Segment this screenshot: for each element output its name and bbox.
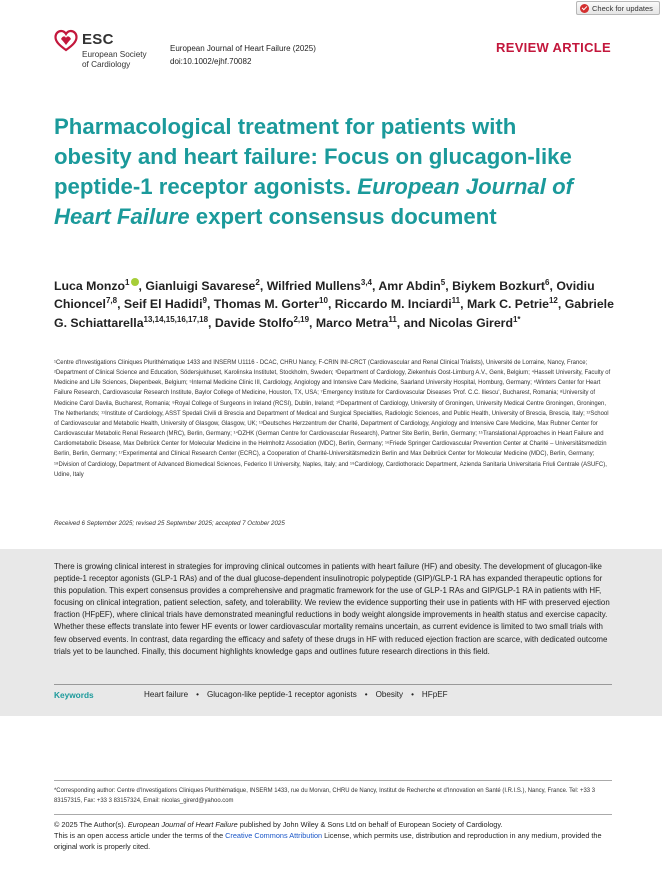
journal-name: European Journal of Heart Failure (2025)	[170, 44, 316, 53]
article-title: Pharmacological treatment for patients with obesity and heart failure: Focus on glucagon-like peptide-1 receptor agonists. European Journal of Heart Failure expert consensus document	[54, 114, 574, 229]
author-list: Luca Monzo$^1$ , Gianluigi Savarese$^2$, Wilfried Mullens$^{3,4}$, Amr Abdin$^5$, Biykem Bozkurt$^6$, Ovidiu Chioncel$^{7,8}$, Seif El Hadidi$^9$, Thomas M. Gorter$^{10}$, Riccardo M. Inciardi$^{11}$, Mark C. Petrie$^{12}$, Gabriele G. Schiattarella$^{13,14,15,16,17,18}$, Davide Stolfo$^{2,19}$, Marco Metra$^{11}$, and Nicolas Girerd$^{1*}$	[54, 278, 614, 330]
checkmark-icon	[580, 4, 589, 13]
author-name: Davide Stolfo	[214, 315, 294, 330]
author-name: Wilfried Mullens	[266, 279, 361, 293]
author-name: Luca Monzo	[54, 279, 126, 293]
heart-icon	[54, 29, 78, 53]
doi[interactable]: doi:10.1002/ejhf.70082	[170, 56, 252, 66]
license-link[interactable]: Creative Commons Attribution	[225, 830, 323, 840]
keywords-list	[144, 690, 448, 699]
author-affiliation-marker: 1*	[512, 314, 521, 324]
title-journal-name: European Journal of Heart Failure	[54, 174, 574, 229]
logo-wordmark: ESC	[82, 31, 114, 48]
author	[54, 279, 139, 293]
author-affiliation-marker: 2	[255, 278, 260, 287]
keyword: Obesity	[375, 690, 404, 699]
copyright-notice: © 2025 The Author(s). European Journal of Heart Failure published by John Wiley & Sons Ltd on behalf of European Society of Cardiology. This is an open access article under the terms of the Creative Commons Attribution License, which permits use, distribution and reproduction in any medium, provided the original work is properly cited.	[54, 820, 602, 851]
keyword: Glucagon-like peptide-1 receptor agonists	[206, 690, 357, 699]
affiliations: ¹Centre d'Investigations Cliniques Plurithématique 1433 and INSERM U1116 - DCAC, CHRU Nancy, F-CRIN INI-CRCT (Cardiovascular and Renal Clinical Trialists), Université de Lorraine, Nancy, France; ²Department of Clinical Science and Education, Södersjukhuset, Karolinska Institutet, Stockholm, Sweden; ³Department of Cardiology, Ziekenhuis Oost-Limburg A.V., Genk, Belgium; ⁴Hasselt University, Faculty of Medicine and Life Sciences, Diepenbeek, Belgium; ⁵Internal Medicine Clinic III, Cardiology, Angiology and Intensive Care Medicine, Saarland University Hospital, Homburg, Germany; ⁶Winters Center for Heart Failure Research, Cardiovascular Research Institute, Baylor College of Medicine, Houston, TX, USA; ⁷Emergency Institute for Cardiovascular Diseases 'Prof. C.C. Iliescu', Bucharest, Romania; ⁸University of Medicine Carol Davila, Bucharest, Romania; ⁹Royal College of Surgeons in Ireland (RCSI), Dublin, Ireland; ¹⁰Department of Cardiology, University of Groningen, University Medical Centre Groningen, Groningen, The Netherlands; ¹¹Institute of Cardiology, ASST Spedali Civili di Brescia and Department of Medical and Surgical Specialties, Radiologic Sciences, and Public Health, University of Brescia, Brescia, Italy; ¹²School of Cardiovascular and Metabolic Health, University of Glasgow, Glasgow, UK; ¹³Deutsches Herzzentrum der Charité, Department of Cardiology, Angiology and Intensive Care Medicine, Max Rubner Center for Cardiovascular Metabolic Renal Research (MRC), Berlin, Germany; ¹⁴DZHK (German Centre for Cardiovascular Research), Partner Site Berlin, Berlin, Germany; ¹⁵Translational Approaches in Heart Failure and Cardiometabolic Disease, Max Delbrück Center for Molecular Medicine in the Helmholtz Association (MDC), Berlin, Germany; ¹⁶Friede Springer Cardiovascular Prevention Center at Charité – Universitätsmedizin Berlin, Berlin, Germany; ¹⁷Experimental and Clinical Research Center (ECRC), a Cooperation of Charité-Universitätsmedizin Berlin and Max Delbrück Center for Molecular Medicine (MDC), Berlin, Germany; ¹⁸Division of Cardiology, Department of Advanced Biomedical Sciences, Federico II University, Naples, Italy; and ¹⁹Cardiology, Cardiothoracic Department, Azienda Sanitaria Universitaria Friuli Centrale (ASUFC), Udine, Italy	[54, 360, 611, 478]
keyword-separator: •	[196, 690, 199, 699]
author-name: Marco Metra	[315, 315, 389, 330]
keywords-divider	[54, 684, 612, 685]
author-name: Biykem Bozkurt	[452, 279, 546, 293]
author	[452, 279, 549, 293]
author-affiliation-marker: 12	[548, 296, 558, 306]
author-name: Mark C. Petrie	[466, 297, 549, 312]
keyword-separator: •	[411, 690, 414, 699]
author-affiliation-marker: 3,4	[360, 278, 372, 287]
author-name: Thomas M. Gorter	[213, 297, 320, 312]
keywords-label: Keywords	[54, 690, 94, 700]
author	[316, 316, 397, 330]
author-affiliation-marker: 6	[545, 278, 550, 287]
orcid-icon[interactable]	[131, 278, 139, 286]
author-affiliation-marker: 5	[440, 278, 446, 287]
author-affiliation-marker: 7,8	[105, 296, 118, 306]
author-affiliation-marker: 10	[319, 296, 328, 306]
author-name: Riccardo M. Inciardi	[334, 297, 452, 312]
author	[378, 279, 445, 293]
author	[124, 297, 207, 311]
author	[467, 297, 558, 311]
keyword: Heart failure	[144, 690, 189, 699]
author-affiliation-marker: 13,14,15,16,17,18	[143, 314, 209, 324]
author-name: Amr Abdin	[378, 279, 441, 293]
journal-info	[170, 43, 316, 68]
author	[145, 279, 260, 293]
author	[215, 316, 309, 330]
corresponding-author: *Corresponding author: Centre d'Investigations Cliniques Plurithématique, INSERM 1433, rue du Morvan, CHRU de Nancy, Institut de Recherche et d'Innovation en Santé (I.R.I.S.), Nancy, France. Tel: +33 3 83157315, Fax: +33 3 83157324, Email: nicolas_girerd@yahoo.com	[54, 788, 596, 804]
keyword-separator: •	[364, 690, 368, 699]
article-type-label: REVIEW ARTICLE	[496, 40, 611, 55]
keyword: HFpEF	[421, 690, 448, 699]
check-for-updates-button[interactable]	[576, 1, 660, 15]
check-for-updates-label: Check for updates	[592, 3, 653, 13]
author	[335, 297, 460, 311]
author-affiliation-marker: 2,19	[293, 314, 310, 324]
abstract-text: There is growing clinical interest in strategies for improving clinical outcomes in patients with heart failure (HF) and obesity. The development of glucagon-like peptide-1 receptor agonists (GLP-1 RAs) and of the dual glucose-dependent insulinotropic polypeptide (GIP)/GLP-1 RA has expanded therapeutic options for this population. This expert consensus provides a comprehensive and pragmatic framework for the use of GLP-1 RAs and GIP/GLP-1 RA in patients with HF, focusing on clinical integration, patient selection, safety, and tolerability. We review the evidence supporting their use in patients with HF with preserved ejection fraction (HFpEF), where clinical trials have demonstrated meaningful reductions in body weight alongside improvements in health status and exercise capacity. Whether these effects translate into fewer HF events or lower cardiovascular mortality remains uncertain, as current evidence is limited to two small trials with few observed events. In contrast, data regarding the efficacy and safety of these drugs in HF with reduced ejection fraction are scarce, with dedicated outcome trials yet to be launched. Finally, this document highlights knowledge gaps and outlines future research directions in this field.	[54, 562, 610, 656]
author-name: Ovidiu Chioncel	[54, 279, 595, 312]
esc-logo	[54, 29, 164, 77]
author-affiliation-marker: 9	[202, 296, 207, 306]
author	[429, 316, 521, 330]
footer-divider	[54, 780, 612, 781]
author	[267, 279, 372, 293]
author-affiliation-marker: 1	[125, 278, 130, 287]
author-name: Gianluigi Savarese	[145, 279, 256, 293]
article-dates: Received 6 September 2025; revised 25 September 2025; accepted 7 October 2025	[54, 520, 285, 527]
author-affiliation-marker: 11	[451, 296, 461, 306]
logo-subtitle: European Society of Cardiology	[82, 50, 147, 69]
author	[214, 297, 328, 311]
author-name: Gabriele G. Schiattarella	[54, 297, 614, 330]
author-affiliation-marker: 11	[388, 314, 397, 324]
author-name: Nicolas Girerd	[428, 315, 513, 330]
author-name: Seif El Hadidi	[123, 297, 203, 312]
footer-divider	[54, 814, 612, 815]
